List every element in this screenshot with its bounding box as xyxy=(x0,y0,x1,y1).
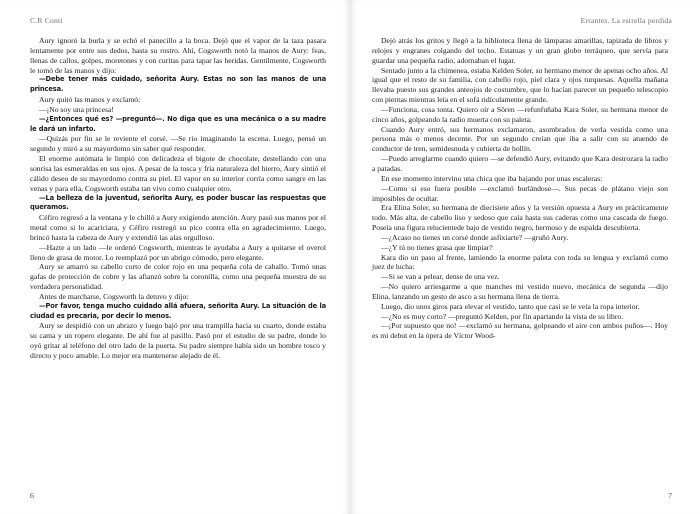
paragraph: Aury quitó las manos y exclamó: xyxy=(39,95,141,105)
paragraph: Sentado junto a la chimenea, estaba Kelden Soler, su hermano menor de apenas ocho años. Al igual que el resto de su familia, con cabello rojo, piel clara y ojos turquesas. Aquella mañana llevaba puesto sus grandes anteojos de costumbre, que lo hacían parecer un pequeño telescopio con piernas mientras leía en el sofá ridículamente grande. xyxy=(372,65,668,105)
paragraph: —Quizás por fin se le reviente el corsé. —Se rio imaginando la escena. Luego, pensó un segundo y miró a su mayordomo sin saber qué responder. xyxy=(30,134,326,154)
paragraph: —La belleza de la juventud, señorita Aury, es poder buscar las respuestas que queramos. xyxy=(30,193,326,212)
paragraph: —¿Y tú no tienes grasa que limpiar? xyxy=(381,242,493,252)
paragraph: Céfiro regresó a la ventana y le chilló a Aury exigiendo atención. Aury pasó sus manos por el metal como si lo acariciara, y Céfiro restregó su pico contra ella en agradecimiento. Luego, brincó hasta la cabeza de Aury y extendió las alas orgulloso. xyxy=(30,213,326,242)
paragraph: —¿No es muy corto? —preguntó Kelden, por fin apartando la vista de su libro. xyxy=(381,311,624,321)
paragraph: —Hazte a un lado —le ordenó Cogsworth, mientras le ayudaba a Aury a quitarse el overol lleno de grasa de motor. Lo reemplazó por un abrigo cómodo, pero elegante. xyxy=(30,242,326,262)
paragraph: Cuando Aury entró, sus hermanos exclamaron, asombrados de verla vestida como una persona más o menos decente. Por un segundo creían que iba a salir con su atuendo de conductor de tren, semidesnuda y cubierta de hollín. xyxy=(372,124,668,154)
page-number-left: 6 xyxy=(30,491,34,500)
paragraph: —Debe tener más cuidado, señorita Aury. Estas no son las manos de una princesa. xyxy=(30,75,326,94)
paragraph: —Puedo arreglarme cuando quiero —se defendió Aury, evitando que Kara destrozara la radio a patadas. xyxy=(372,154,668,173)
right-body-text xyxy=(372,36,668,341)
paragraph: Era Elina Soler, su hermana de diecisiete años y la versión opuesta a Aury en prácticamente todo. Más alta, de cabello liso y sedoso que caía hasta sus caderas como una cascada de fuego. Poseía una figura relucientede bajo de vestido negro, hermoso y de espalda descubierta. xyxy=(372,203,668,233)
paragraph: Dejó atrás los gritos y llegó a la biblioteca llena de lámparas amarillas, tapizada de libros y relojes y engranes colgando del techo. Estatuas y un gran globo terráqueo, que servía para guardar una pequeña radio, adornaban el lugar. xyxy=(372,36,668,65)
paragraph: —No quiero arriesgarme a que manches mi vestido nuevo, mecánica de segunda —dijo Elina, lanzando un gesto de asco a su hermana llena de tierra. xyxy=(372,282,668,301)
paragraph: Aury se despidió con un abrazo y luego bajó por una trampilla hacia su cuarto, donde estaba su cama y un ropero elegante. De ahí fue al pasillo. Pasó por el estudio de su padre, donde lo oyó gritar al teléfono del otro lado de la puerta. Su padre siempre había sido un hombre tosco y directo y poco amable. Lo mejor era mantenerse alejado de él. xyxy=(30,321,326,360)
left-body-text xyxy=(30,36,326,361)
page-number-right: 7 xyxy=(668,491,672,500)
running-head-title: Errantes. La estrella perdida xyxy=(580,16,672,25)
paragraph: En ese momento intervino una chica que iba bajando por unas escaleras: xyxy=(381,173,603,183)
paragraph: —Si se van a pelear, dense de una vez. xyxy=(381,272,500,282)
paragraph: Aury ignoró la burla y se echó el panecillo a la boca. Dejó que el vapor de la taza pasara lentamente por entre sus dedos, hasta su rostro. Ahí, Cogsworth notó la manos de Aury: feas, llenas de callos, golpes, moretones y con curitas para tapar las heridas. Gentilmente, Cogsworth le tomó de las manos y dijo: xyxy=(30,36,326,75)
paragraph: —Como si eso fuera posible —exclamó burlándose—. Sus pecas de plátano viejo son imposibles de ocultar. xyxy=(372,183,668,203)
paragraph: —Por favor, tenga mucho cuidado allá afuera, señorita Aury. La situación de la ciudad es precaria, por decir lo menos. xyxy=(30,301,326,320)
paragraph: —Funciona, cosa tonta. Quiero oír a Sören —refunfuñaba Kara Soler, su hermana menor de cinco años, golpeando la radio muerta con su paleta. xyxy=(372,104,668,124)
paragraph: —¿Entonces qué es? —preguntó—. No diga que es una mecánica o a su madre le dará un infarto. xyxy=(30,114,326,133)
paragraph: Luego, dio unos giros para elevar el vestido, tanto que casi se le veía la ropa interior. xyxy=(381,301,640,311)
paragraph: —¿Acaso no tienes un corsé donde asfixiarte? —gruñó Aury. xyxy=(381,232,569,242)
right-page xyxy=(350,0,700,514)
paragraph: —¡No soy una princesa! xyxy=(39,104,114,114)
paragraph: El enorme autómata le limpió con delicadeza el bigote de chocolate, destellando con una sonrisa las esmeraldas en sus ojos. A pesar de la tosca y fría naturaleza del hierro, Aury sintió el cálido deseo de su mayordomo contra su piel. El vapor en su interior corría como sangre en las venas y para ella, Cogsworth estaba tan vivo como cualquier otro. xyxy=(30,154,326,193)
running-head-author: C.R Conti xyxy=(30,16,63,25)
paragraph: —¡Por supuesto que no! —exclamó su hermana, golpeando el aire con ambos puños—. Hoy es mi debut en la ópera de Víctor Wood- xyxy=(372,321,668,341)
paragraph: Kara dio un paso al frente, lamiendo la enorme paleta con toda su lengua y exclamó como juez de lucha: xyxy=(372,252,668,272)
paragraph: Aury se amarró su cabello corto de color rojo en una pequeña cola de caballo. Tomó unas gafas de protección de cobre y las afianzó sobre la coronilla, como una pequeña muestra de su verdadera personalidad. xyxy=(30,262,326,292)
paragraph: Antes de marcharse, Cogsworth la detuvo y dijo: xyxy=(39,291,189,301)
